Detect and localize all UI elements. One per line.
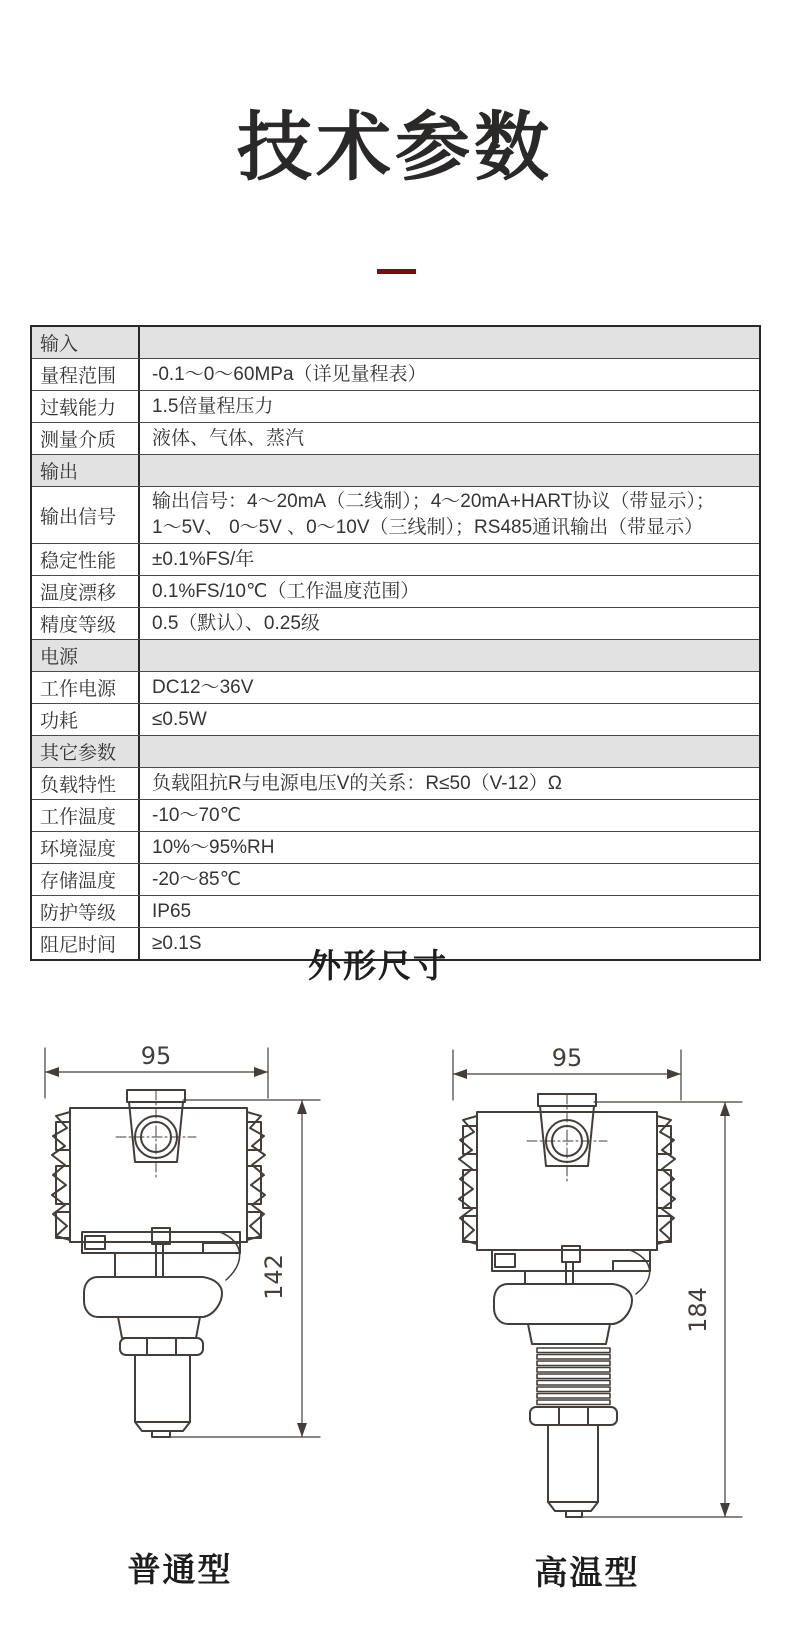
row-value: IP65 bbox=[152, 900, 192, 922]
cable-gland bbox=[527, 1094, 607, 1184]
row-label: 阻尼时间 bbox=[32, 928, 140, 959]
transmitter-housing bbox=[52, 1108, 265, 1242]
table-row bbox=[32, 863, 759, 895]
row-label: 存储温度 bbox=[32, 864, 140, 895]
table-section-row bbox=[32, 454, 759, 486]
row-value: 10%～95%RH bbox=[152, 836, 275, 858]
dimensions-heading: 外形尺寸 bbox=[308, 947, 448, 984]
row-label: 输入 bbox=[32, 327, 140, 358]
row-label: 测量介质 bbox=[32, 423, 140, 454]
row-value: 0.1%FS/10℃（工作温度范围） bbox=[152, 580, 420, 602]
row-label: 功耗 bbox=[32, 704, 140, 735]
row-value bbox=[140, 736, 759, 767]
table-row bbox=[32, 703, 759, 735]
row-value: 1.5倍量程压力 bbox=[152, 395, 274, 417]
table-section-row bbox=[32, 735, 759, 767]
height-dimension bbox=[157, 1100, 320, 1437]
table-row bbox=[32, 831, 759, 863]
height-dim-label: 142 bbox=[260, 1254, 288, 1300]
row-label: 工作电源 bbox=[32, 672, 140, 703]
table-section-row bbox=[32, 639, 759, 671]
row-label: 环境湿度 bbox=[32, 832, 140, 863]
table-row bbox=[32, 607, 759, 639]
row-label: 电源 bbox=[32, 640, 140, 671]
row-label: 其它参数 bbox=[32, 736, 140, 767]
row-value: 液体、气体、蒸汽 bbox=[152, 427, 305, 449]
row-label: 输出信号 bbox=[32, 487, 140, 543]
row-value: 负载阻抗R与电源电压V的关系：R≤50（V-12）Ω bbox=[152, 772, 562, 794]
row-label: 输出 bbox=[32, 455, 140, 486]
spec-table bbox=[30, 325, 761, 961]
table-row bbox=[32, 486, 759, 543]
title-divider bbox=[377, 269, 416, 274]
table-row bbox=[32, 390, 759, 422]
row-label: 防护等级 bbox=[32, 896, 140, 927]
row-value bbox=[140, 640, 759, 671]
row-label: 温度漂移 bbox=[32, 576, 140, 607]
table-row bbox=[32, 671, 759, 703]
row-label: 负载特性 bbox=[32, 768, 140, 799]
process-connection bbox=[84, 1253, 222, 1437]
row-value: DC12～36V bbox=[152, 676, 254, 698]
table-row bbox=[32, 575, 759, 607]
row-label: 量程范围 bbox=[32, 359, 140, 390]
table-row bbox=[32, 358, 759, 390]
row-value bbox=[140, 327, 759, 358]
row-label: 稳定性能 bbox=[32, 544, 140, 575]
cable-gland bbox=[116, 1090, 196, 1180]
row-label: 工作温度 bbox=[32, 800, 140, 831]
row-value: ≤0.5W bbox=[152, 708, 207, 730]
row-value: ±0.1%FS/年 bbox=[152, 548, 255, 570]
process-thread bbox=[530, 1407, 617, 1517]
drawing-high-temp-type bbox=[420, 990, 770, 1535]
table-row bbox=[32, 767, 759, 799]
caption-high-temp-type: 高温型 bbox=[534, 1554, 640, 1591]
heat-sink-fins bbox=[537, 1348, 610, 1405]
row-value: -10～70℃ bbox=[152, 804, 241, 826]
row-label: 精度等级 bbox=[32, 608, 140, 639]
table-row bbox=[32, 422, 759, 454]
process-connection bbox=[494, 1271, 632, 1344]
width-dim-label: 95 bbox=[140, 1042, 172, 1070]
row-value: ≥0.1S bbox=[152, 932, 202, 954]
row-value: 输出信号：4～20mA（二线制）；4～20mA+HART协议（带显示）； 1～5V、 0～5V 、0～10V（三线制）；RS485通讯输出（带显示） bbox=[152, 491, 715, 538]
table-row bbox=[32, 799, 759, 831]
drawing-normal-type bbox=[20, 990, 330, 1460]
caption-normal-type: 普通型 bbox=[127, 1551, 233, 1588]
row-value: -0.1～0～60MPa（详见量程表） bbox=[152, 363, 427, 385]
table-row bbox=[32, 895, 759, 927]
table-section-row bbox=[32, 327, 759, 358]
row-value: 0.5（默认）、0.25级 bbox=[152, 612, 320, 634]
row-value: -20～85℃ bbox=[152, 868, 241, 890]
row-value bbox=[140, 455, 759, 486]
row-label: 过载能力 bbox=[32, 391, 140, 422]
page-title: 技术参数 bbox=[236, 105, 553, 189]
height-dim-label: 184 bbox=[684, 1287, 712, 1333]
table-row bbox=[32, 543, 759, 575]
width-dim-label: 95 bbox=[551, 1044, 583, 1072]
